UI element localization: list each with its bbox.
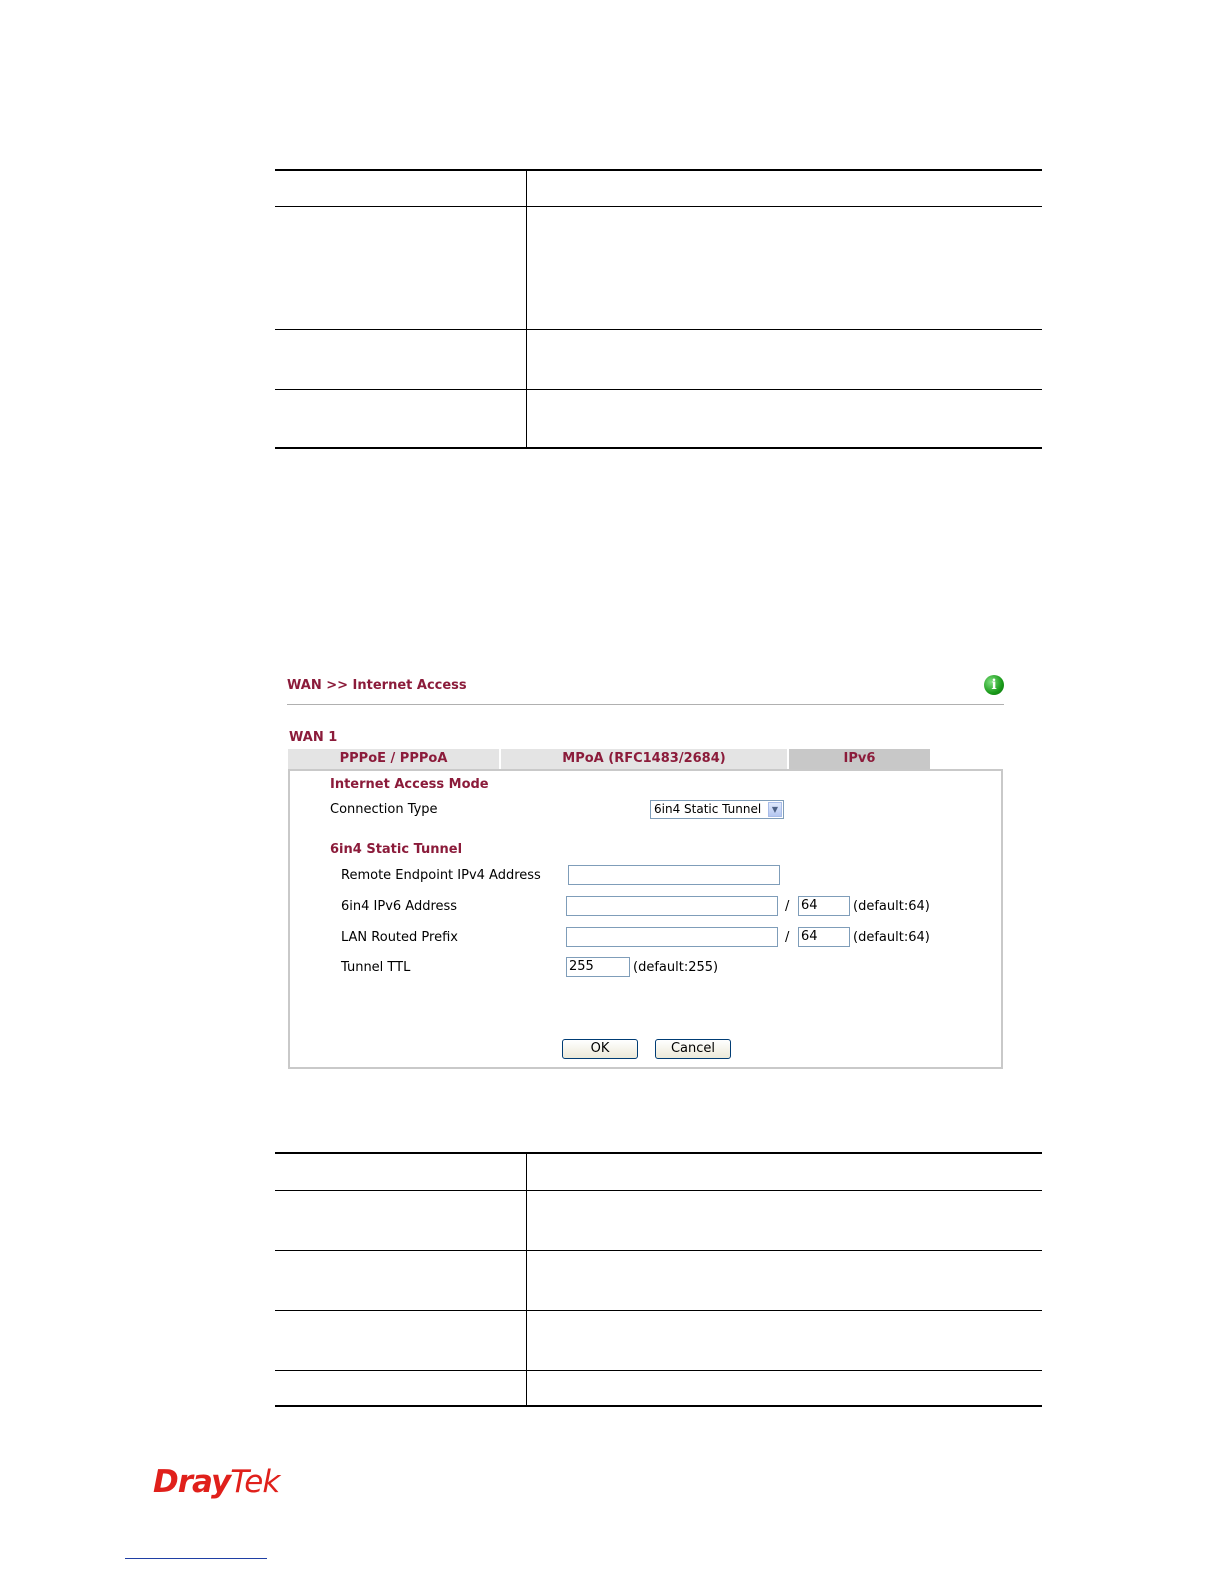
table-cell <box>275 206 527 329</box>
ipv6-address-label: 6in4 IPv6 Address <box>341 899 458 914</box>
ipv6-address-input[interactable] <box>566 896 778 916</box>
table-cell <box>527 170 1043 206</box>
tunnel-ttl-input[interactable]: 255 <box>566 957 630 977</box>
lan-routed-prefix-input[interactable] <box>566 927 778 947</box>
divider <box>287 704 1004 705</box>
tab-pppoe[interactable]: PPPoE / PPPoA <box>288 748 499 769</box>
remote-endpoint-input[interactable] <box>568 865 780 885</box>
info-icon[interactable]: i <box>984 675 1004 695</box>
internet-access-mode-title: Internet Access Mode <box>330 777 489 792</box>
connection-type-value: 6in4 Static Tunnel <box>654 802 762 816</box>
ipv6-settings-panel <box>288 769 1003 1069</box>
ttl-default-hint: (default:255) <box>633 960 719 975</box>
footer-link-underline <box>125 1558 267 1559</box>
breadcrumb: WAN >> Internet Access <box>287 678 467 693</box>
table-cell <box>275 329 527 389</box>
doc-table-bottom <box>275 1152 1042 1407</box>
connection-type-select[interactable] <box>650 800 784 819</box>
table-cell <box>527 1250 1043 1310</box>
ipv6-prefix-length-input[interactable]: 64 <box>798 896 850 916</box>
table-cell <box>275 1370 527 1406</box>
chevron-down-icon: ▼ <box>768 802 782 817</box>
table-cell <box>527 1310 1043 1370</box>
logo-text-dray: Dray <box>153 1464 231 1500</box>
table-cell <box>527 1190 1043 1250</box>
wan-label: WAN 1 <box>289 730 338 745</box>
remote-endpoint-label: Remote Endpoint IPv4 Address <box>341 868 541 883</box>
wan-internet-access-screenshot <box>287 672 1005 1072</box>
slash-separator: / <box>785 930 790 945</box>
ipv6-default-hint: (default:64) <box>853 899 930 914</box>
table-cell <box>275 389 527 448</box>
draytek-logo <box>153 1464 279 1500</box>
tab-ipv6[interactable]: IPv6 <box>789 748 930 769</box>
table-cell <box>527 329 1043 389</box>
tunnel-ttl-label: Tunnel TTL <box>341 960 411 975</box>
doc-table-top <box>275 169 1042 449</box>
slash-separator: / <box>785 899 790 914</box>
table-cell <box>275 1153 527 1190</box>
lan-default-hint: (default:64) <box>853 930 930 945</box>
static-tunnel-title: 6in4 Static Tunnel <box>330 842 463 857</box>
table-cell <box>527 1153 1043 1190</box>
cancel-button[interactable]: Cancel <box>655 1039 731 1059</box>
lan-routed-prefix-label: LAN Routed Prefix <box>341 930 458 945</box>
table-cell <box>527 206 1043 329</box>
table-cell <box>275 1310 527 1370</box>
table-cell <box>527 1370 1043 1406</box>
table-cell <box>527 389 1043 448</box>
lan-prefix-length-input[interactable]: 64 <box>798 927 850 947</box>
logo-text-tek: Tek <box>230 1464 280 1500</box>
table-cell <box>275 1250 527 1310</box>
tab-mpoa[interactable]: MPoA (RFC1483/2684) <box>501 748 787 769</box>
table-cell <box>275 170 527 206</box>
ok-button[interactable]: OK <box>562 1039 638 1059</box>
table-cell <box>275 1190 527 1250</box>
connection-type-label: Connection Type <box>330 802 438 817</box>
